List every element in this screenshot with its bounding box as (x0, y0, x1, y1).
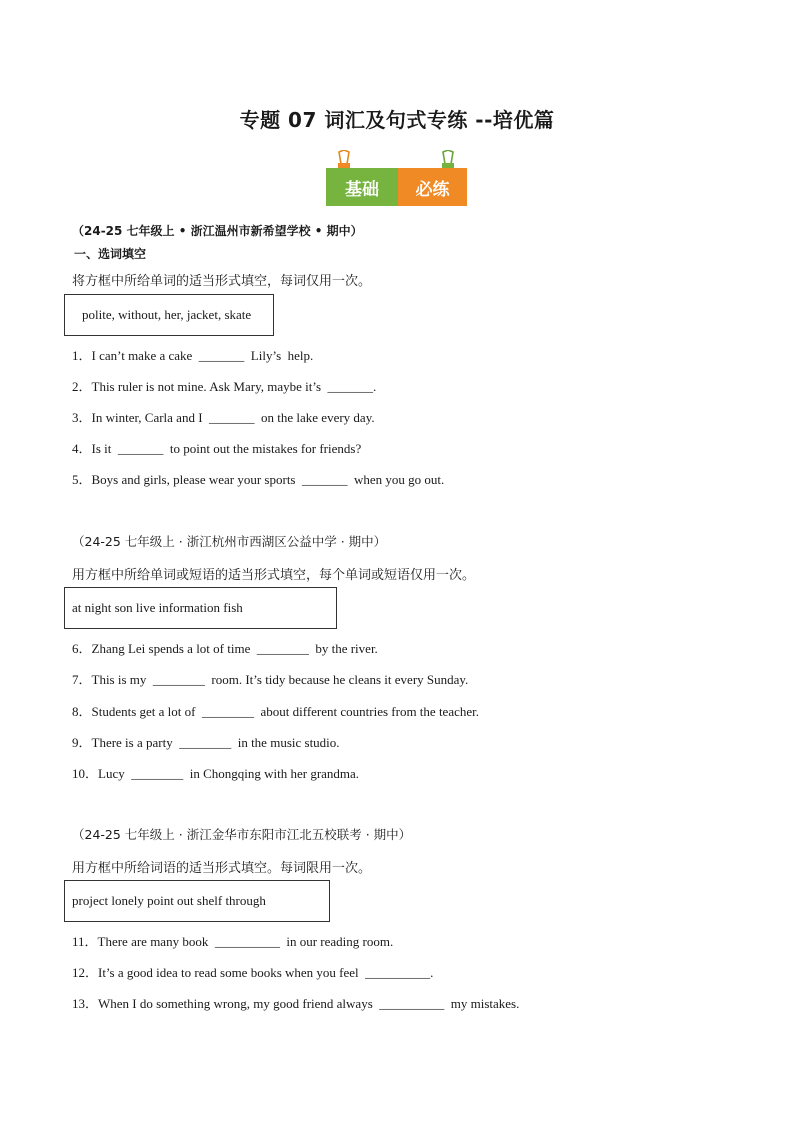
section3-source: （24-25 七年级上 · 浙江金华市东阳市江北五校联考 · 期中） (72, 827, 412, 842)
section3-instruction: 用方框中所给词语的适当形式填空。每词限用一次。 (72, 861, 372, 876)
question-10: 10．Lucy ________ in Chongqing with her grandma. (72, 766, 360, 781)
question-11: 11．There are many book __________ in our reading room. (72, 934, 394, 949)
section2-source: （24-25 七年级上 · 浙江杭州市西湖区公益中学 · 期中） (72, 534, 387, 549)
badge-bar (326, 168, 467, 206)
question-9: 9．There is a party ________ in the music studio. (72, 735, 340, 750)
question-3: 3．In winter, Carla and I _______ on the lake every day. (72, 410, 375, 425)
section1-source: （24-25 七年级上 • 浙江温州市新希望学校 • 期中） (72, 224, 363, 238)
word-box-text: project lonely point out shelf through (72, 893, 266, 908)
page-title: 专题 07 词汇及句式专练 --培优篇 (239, 108, 555, 132)
section2-instruction: 用方框中所给单词或短语的适当形式填空，每个单词或短语仅用一次。 (72, 568, 476, 583)
word-box-text: at night son live information fish (72, 600, 243, 615)
question-4: 4．Is it _______ to point out the mistakes for friends? (72, 441, 362, 456)
section2-word-box (64, 587, 337, 629)
section1-word-box (64, 294, 274, 336)
badge-right-label: 必练 (398, 168, 467, 206)
question-12: 12．It’s a good idea to read some books when you feel __________. (72, 965, 434, 980)
question-13: 13．When I do something wrong, my good friend always __________ my mistakes. (72, 996, 520, 1011)
question-7: 7．This is my ________ room. It’s tidy because he cleans it every Sunday. (72, 672, 469, 687)
question-1: 1．I can’t make a cake _______ Lily’s help. (72, 348, 314, 363)
question-5: 5．Boys and girls, please wear your sports _______ when you go out. (72, 472, 445, 487)
word-box-text: polite, without, her, jacket, skate (82, 307, 252, 322)
section1-instruction: 将方框中所给单词的适当形式填空，每词仅用一次。 (72, 274, 372, 289)
question-2: 2．This ruler is not mine. Ask Mary, maybe it’s _______. (72, 379, 377, 394)
question-8: 8．Students get a lot of ________ about different countries from the teacher. (72, 704, 479, 719)
section1-heading: 一、选词填空 (74, 247, 147, 261)
section3-word-box (64, 880, 330, 922)
question-6: 6．Zhang Lei spends a lot of time ________ by the river. (72, 641, 378, 656)
badge-left-label: 基础 (326, 168, 398, 206)
section-badge (326, 150, 467, 206)
